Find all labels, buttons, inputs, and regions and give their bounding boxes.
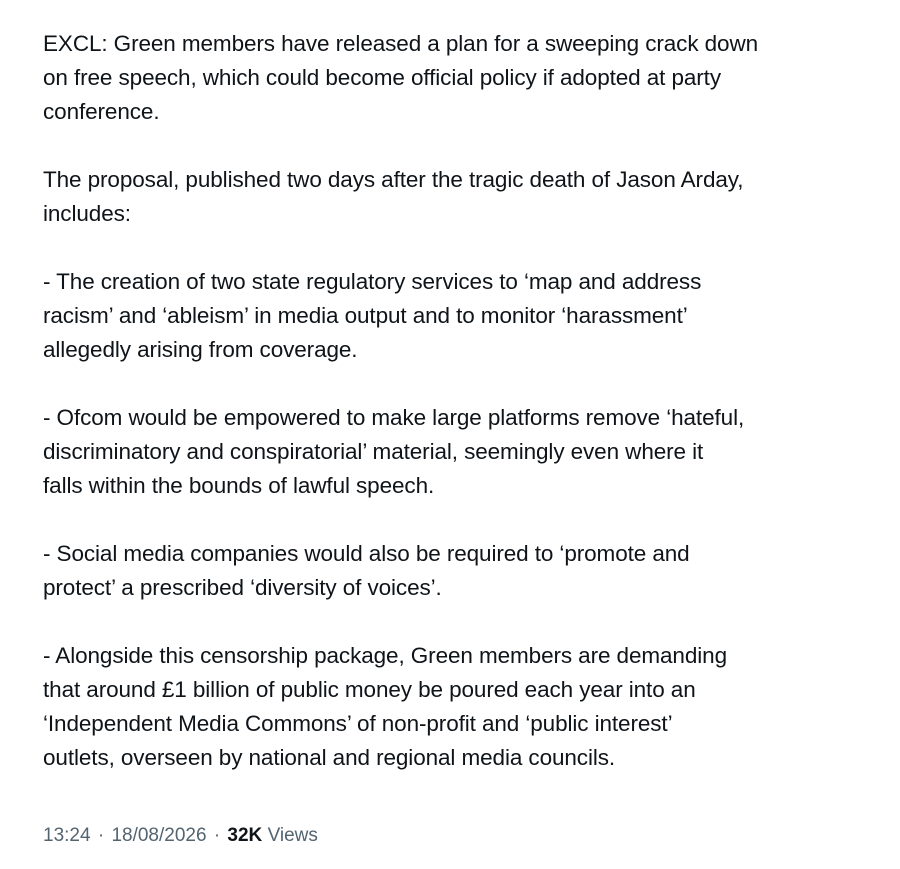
tweet-time[interactable]: 13:24 bbox=[43, 825, 91, 846]
tweet-paragraph-intro: EXCL: Green members have released a plan for a sweeping crack down on free speech, which could become official policy if adopted at party conference. bbox=[43, 31, 759, 124]
tweet-paragraph-proposal: The proposal, published two days after the tragic death of Jason Arday, includes: bbox=[43, 167, 744, 226]
meta-separator: · bbox=[97, 825, 105, 846]
meta-separator: · bbox=[213, 825, 221, 846]
tweet-body bbox=[43, 27, 873, 775]
tweet-meta bbox=[43, 822, 318, 850]
tweet-paragraph-bullet-funding: - Alongside this censorship package, Green members are demanding that around £1 billion of public money be poured each year into an ‘Independent Media Commons’ of non-profit and ‘public interest’ outlets, overseen by national and regional media councils. bbox=[43, 643, 727, 770]
tweet-date[interactable]: 18/08/2026 bbox=[111, 825, 207, 846]
views-label: Views bbox=[267, 825, 318, 846]
views-count[interactable]: 32K bbox=[227, 825, 263, 846]
tweet-paragraph-bullet-regulatory: - The creation of two state regulatory services to ‘map and address racism’ and ‘ableism’ in media output and to monitor ‘harassment’ allegedly arising from coverage. bbox=[43, 269, 702, 362]
tweet-paragraph-bullet-social-media: - Social media companies would also be required to ‘promote and protect’ a prescribed ‘diversity of voices’. bbox=[43, 541, 690, 600]
tweet-paragraph-bullet-ofcom: - Ofcom would be empowered to make large platforms remove ‘hateful, discriminatory and conspiratorial’ material, seemingly even where it falls within the bounds of lawful speech. bbox=[43, 405, 745, 498]
